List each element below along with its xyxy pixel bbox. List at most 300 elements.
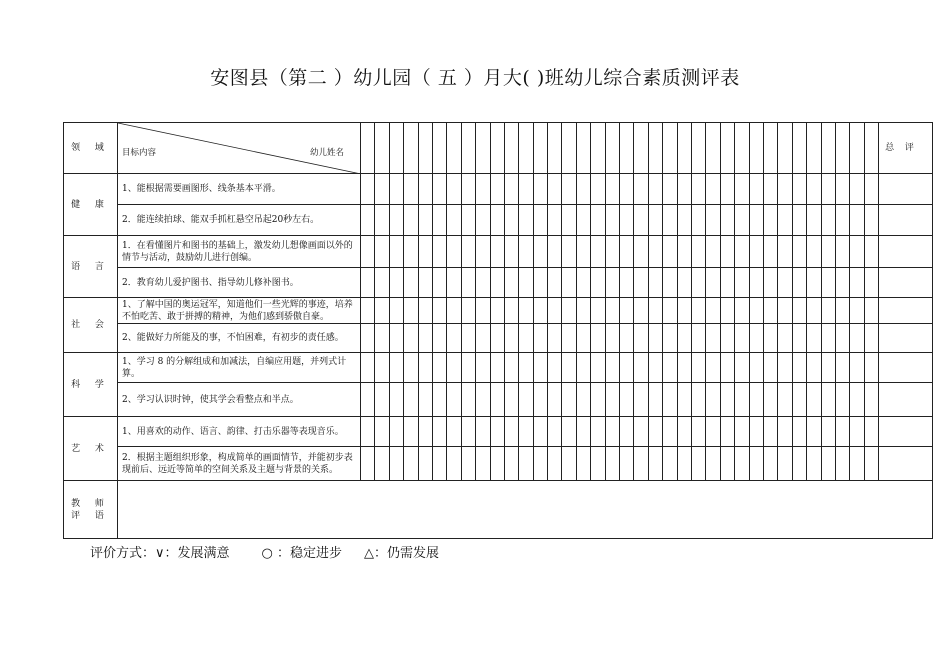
score-cell[interactable] — [677, 236, 691, 268]
score-cell[interactable] — [807, 298, 821, 324]
score-cell[interactable] — [620, 174, 634, 205]
score-cell[interactable] — [706, 324, 720, 353]
score-cell[interactable] — [763, 268, 777, 298]
score-cell[interactable] — [562, 324, 576, 353]
score-cell[interactable] — [375, 447, 389, 481]
score-cell[interactable] — [361, 383, 375, 417]
score-cell[interactable] — [562, 447, 576, 481]
score-cell[interactable] — [432, 383, 446, 417]
score-cell[interactable] — [389, 417, 403, 447]
score-cell[interactable] — [389, 324, 403, 353]
score-cell[interactable] — [778, 236, 792, 268]
score-cell[interactable] — [490, 236, 504, 268]
child-name-cell[interactable] — [864, 123, 878, 174]
score-cell[interactable] — [476, 417, 490, 447]
total-cell[interactable] — [879, 236, 933, 268]
score-cell[interactable] — [720, 447, 734, 481]
score-cell[interactable] — [648, 324, 662, 353]
child-name-cell[interactable] — [576, 123, 590, 174]
score-cell[interactable] — [677, 205, 691, 236]
score-cell[interactable] — [720, 324, 734, 353]
score-cell[interactable] — [864, 447, 878, 481]
score-cell[interactable] — [490, 417, 504, 447]
score-cell[interactable] — [591, 268, 605, 298]
score-cell[interactable] — [778, 298, 792, 324]
score-cell[interactable] — [447, 417, 461, 447]
score-cell[interactable] — [519, 205, 533, 236]
score-cell[interactable] — [792, 174, 806, 205]
score-cell[interactable] — [605, 174, 619, 205]
total-cell[interactable] — [879, 174, 933, 205]
total-cell[interactable] — [879, 353, 933, 383]
score-cell[interactable] — [720, 417, 734, 447]
score-cell[interactable] — [691, 447, 705, 481]
score-cell[interactable] — [576, 383, 590, 417]
score-cell[interactable] — [648, 268, 662, 298]
score-cell[interactable] — [519, 298, 533, 324]
child-name-cell[interactable] — [807, 123, 821, 174]
child-name-cell[interactable] — [476, 123, 490, 174]
score-cell[interactable] — [850, 205, 864, 236]
score-cell[interactable] — [792, 417, 806, 447]
score-cell[interactable] — [677, 298, 691, 324]
child-name-cell[interactable] — [418, 123, 432, 174]
score-cell[interactable] — [634, 383, 648, 417]
score-cell[interactable] — [691, 236, 705, 268]
score-cell[interactable] — [648, 353, 662, 383]
score-cell[interactable] — [677, 417, 691, 447]
score-cell[interactable] — [504, 205, 518, 236]
score-cell[interactable] — [533, 417, 547, 447]
score-cell[interactable] — [792, 383, 806, 417]
score-cell[interactable] — [533, 298, 547, 324]
score-cell[interactable] — [461, 268, 475, 298]
score-cell[interactable] — [605, 298, 619, 324]
score-cell[interactable] — [447, 268, 461, 298]
score-cell[interactable] — [620, 383, 634, 417]
score-cell[interactable] — [720, 268, 734, 298]
score-cell[interactable] — [763, 174, 777, 205]
score-cell[interactable] — [461, 447, 475, 481]
score-cell[interactable] — [389, 447, 403, 481]
score-cell[interactable] — [562, 236, 576, 268]
score-cell[interactable] — [519, 324, 533, 353]
score-cell[interactable] — [821, 268, 835, 298]
score-cell[interactable] — [605, 383, 619, 417]
child-name-cell[interactable] — [663, 123, 677, 174]
score-cell[interactable] — [735, 236, 749, 268]
score-cell[interactable] — [807, 236, 821, 268]
score-cell[interactable] — [720, 174, 734, 205]
score-cell[interactable] — [706, 236, 720, 268]
score-cell[interactable] — [620, 417, 634, 447]
score-cell[interactable] — [835, 236, 849, 268]
score-cell[interactable] — [648, 205, 662, 236]
score-cell[interactable] — [504, 174, 518, 205]
total-cell[interactable] — [879, 383, 933, 417]
score-cell[interactable] — [533, 205, 547, 236]
score-cell[interactable] — [576, 205, 590, 236]
score-cell[interactable] — [792, 447, 806, 481]
score-cell[interactable] — [821, 236, 835, 268]
score-cell[interactable] — [361, 298, 375, 324]
score-cell[interactable] — [476, 447, 490, 481]
score-cell[interactable] — [389, 383, 403, 417]
score-cell[interactable] — [792, 353, 806, 383]
score-cell[interactable] — [792, 205, 806, 236]
score-cell[interactable] — [735, 447, 749, 481]
score-cell[interactable] — [562, 417, 576, 447]
child-name-cell[interactable] — [706, 123, 720, 174]
score-cell[interactable] — [418, 298, 432, 324]
score-cell[interactable] — [375, 353, 389, 383]
score-cell[interactable] — [361, 324, 375, 353]
score-cell[interactable] — [620, 447, 634, 481]
score-cell[interactable] — [648, 417, 662, 447]
score-cell[interactable] — [548, 353, 562, 383]
score-cell[interactable] — [519, 383, 533, 417]
score-cell[interactable] — [663, 174, 677, 205]
score-cell[interactable] — [548, 417, 562, 447]
child-name-cell[interactable] — [389, 123, 403, 174]
score-cell[interactable] — [807, 417, 821, 447]
score-cell[interactable] — [778, 205, 792, 236]
score-cell[interactable] — [375, 268, 389, 298]
score-cell[interactable] — [447, 324, 461, 353]
score-cell[interactable] — [620, 353, 634, 383]
score-cell[interactable] — [778, 447, 792, 481]
score-cell[interactable] — [504, 353, 518, 383]
score-cell[interactable] — [548, 205, 562, 236]
score-cell[interactable] — [864, 417, 878, 447]
score-cell[interactable] — [677, 324, 691, 353]
score-cell[interactable] — [634, 174, 648, 205]
score-cell[interactable] — [850, 324, 864, 353]
score-cell[interactable] — [663, 324, 677, 353]
score-cell[interactable] — [735, 205, 749, 236]
score-cell[interactable] — [735, 383, 749, 417]
score-cell[interactable] — [850, 353, 864, 383]
score-cell[interactable] — [749, 447, 763, 481]
child-name-cell[interactable] — [361, 123, 375, 174]
score-cell[interactable] — [663, 298, 677, 324]
score-cell[interactable] — [735, 268, 749, 298]
score-cell[interactable] — [634, 205, 648, 236]
child-name-cell[interactable] — [519, 123, 533, 174]
score-cell[interactable] — [576, 236, 590, 268]
score-cell[interactable] — [749, 205, 763, 236]
score-cell[interactable] — [605, 236, 619, 268]
score-cell[interactable] — [375, 236, 389, 268]
score-cell[interactable] — [835, 174, 849, 205]
score-cell[interactable] — [576, 353, 590, 383]
score-cell[interactable] — [720, 353, 734, 383]
score-cell[interactable] — [476, 324, 490, 353]
score-cell[interactable] — [850, 417, 864, 447]
score-cell[interactable] — [821, 417, 835, 447]
score-cell[interactable] — [605, 447, 619, 481]
score-cell[interactable] — [634, 324, 648, 353]
score-cell[interactable] — [447, 353, 461, 383]
score-cell[interactable] — [375, 298, 389, 324]
score-cell[interactable] — [519, 174, 533, 205]
score-cell[interactable] — [749, 353, 763, 383]
score-cell[interactable] — [361, 447, 375, 481]
score-cell[interactable] — [504, 383, 518, 417]
score-cell[interactable] — [490, 298, 504, 324]
child-name-cell[interactable] — [504, 123, 518, 174]
score-cell[interactable] — [850, 298, 864, 324]
score-cell[interactable] — [519, 268, 533, 298]
score-cell[interactable] — [706, 447, 720, 481]
child-name-cell[interactable] — [792, 123, 806, 174]
total-cell[interactable] — [879, 205, 933, 236]
score-cell[interactable] — [461, 205, 475, 236]
total-cell[interactable] — [879, 268, 933, 298]
score-cell[interactable] — [648, 174, 662, 205]
score-cell[interactable] — [361, 417, 375, 447]
score-cell[interactable] — [591, 324, 605, 353]
score-cell[interactable] — [519, 447, 533, 481]
score-cell[interactable] — [476, 268, 490, 298]
score-cell[interactable] — [361, 268, 375, 298]
score-cell[interactable] — [763, 205, 777, 236]
score-cell[interactable] — [663, 268, 677, 298]
score-cell[interactable] — [591, 353, 605, 383]
score-cell[interactable] — [677, 268, 691, 298]
score-cell[interactable] — [663, 205, 677, 236]
score-cell[interactable] — [648, 298, 662, 324]
score-cell[interactable] — [519, 353, 533, 383]
score-cell[interactable] — [447, 205, 461, 236]
child-name-cell[interactable] — [821, 123, 835, 174]
score-cell[interactable] — [548, 268, 562, 298]
score-cell[interactable] — [404, 236, 418, 268]
score-cell[interactable] — [720, 236, 734, 268]
score-cell[interactable] — [648, 447, 662, 481]
score-cell[interactable] — [533, 236, 547, 268]
score-cell[interactable] — [432, 174, 446, 205]
score-cell[interactable] — [634, 353, 648, 383]
score-cell[interactable] — [591, 236, 605, 268]
score-cell[interactable] — [375, 383, 389, 417]
score-cell[interactable] — [504, 324, 518, 353]
score-cell[interactable] — [533, 324, 547, 353]
score-cell[interactable] — [432, 205, 446, 236]
score-cell[interactable] — [490, 324, 504, 353]
score-cell[interactable] — [864, 353, 878, 383]
score-cell[interactable] — [562, 383, 576, 417]
score-cell[interactable] — [691, 268, 705, 298]
score-cell[interactable] — [418, 353, 432, 383]
score-cell[interactable] — [389, 353, 403, 383]
score-cell[interactable] — [620, 324, 634, 353]
score-cell[interactable] — [634, 268, 648, 298]
score-cell[interactable] — [548, 324, 562, 353]
score-cell[interactable] — [821, 205, 835, 236]
score-cell[interactable] — [562, 298, 576, 324]
score-cell[interactable] — [490, 205, 504, 236]
score-cell[interactable] — [432, 353, 446, 383]
score-cell[interactable] — [835, 268, 849, 298]
teacher-comment-field[interactable] — [118, 481, 933, 539]
score-cell[interactable] — [735, 324, 749, 353]
score-cell[interactable] — [821, 324, 835, 353]
score-cell[interactable] — [361, 353, 375, 383]
score-cell[interactable] — [663, 383, 677, 417]
score-cell[interactable] — [807, 447, 821, 481]
score-cell[interactable] — [720, 298, 734, 324]
child-name-cell[interactable] — [548, 123, 562, 174]
child-name-cell[interactable] — [375, 123, 389, 174]
score-cell[interactable] — [576, 417, 590, 447]
score-cell[interactable] — [461, 324, 475, 353]
score-cell[interactable] — [504, 268, 518, 298]
score-cell[interactable] — [864, 298, 878, 324]
score-cell[interactable] — [749, 324, 763, 353]
score-cell[interactable] — [691, 383, 705, 417]
score-cell[interactable] — [720, 383, 734, 417]
score-cell[interactable] — [519, 417, 533, 447]
score-cell[interactable] — [648, 236, 662, 268]
child-name-cell[interactable] — [447, 123, 461, 174]
score-cell[interactable] — [864, 205, 878, 236]
total-cell[interactable] — [879, 447, 933, 481]
score-cell[interactable] — [404, 205, 418, 236]
score-cell[interactable] — [476, 236, 490, 268]
child-name-cell[interactable] — [648, 123, 662, 174]
score-cell[interactable] — [691, 205, 705, 236]
child-name-cell[interactable] — [763, 123, 777, 174]
score-cell[interactable] — [548, 298, 562, 324]
score-cell[interactable] — [591, 417, 605, 447]
child-name-cell[interactable] — [404, 123, 418, 174]
score-cell[interactable] — [591, 383, 605, 417]
child-name-cell[interactable] — [735, 123, 749, 174]
score-cell[interactable] — [735, 298, 749, 324]
score-cell[interactable] — [735, 353, 749, 383]
score-cell[interactable] — [706, 298, 720, 324]
score-cell[interactable] — [418, 447, 432, 481]
score-cell[interactable] — [763, 236, 777, 268]
score-cell[interactable] — [504, 447, 518, 481]
score-cell[interactable] — [476, 205, 490, 236]
score-cell[interactable] — [533, 383, 547, 417]
score-cell[interactable] — [850, 236, 864, 268]
score-cell[interactable] — [706, 417, 720, 447]
score-cell[interactable] — [835, 447, 849, 481]
child-name-cell[interactable] — [850, 123, 864, 174]
score-cell[interactable] — [749, 174, 763, 205]
score-cell[interactable] — [691, 417, 705, 447]
score-cell[interactable] — [821, 383, 835, 417]
score-cell[interactable] — [418, 205, 432, 236]
score-cell[interactable] — [461, 353, 475, 383]
score-cell[interactable] — [835, 205, 849, 236]
score-cell[interactable] — [576, 298, 590, 324]
score-cell[interactable] — [864, 236, 878, 268]
child-name-cell[interactable] — [620, 123, 634, 174]
score-cell[interactable] — [418, 268, 432, 298]
score-cell[interactable] — [504, 417, 518, 447]
score-cell[interactable] — [389, 298, 403, 324]
score-cell[interactable] — [792, 324, 806, 353]
score-cell[interactable] — [850, 447, 864, 481]
score-cell[interactable] — [807, 205, 821, 236]
score-cell[interactable] — [807, 268, 821, 298]
score-cell[interactable] — [533, 174, 547, 205]
score-cell[interactable] — [749, 236, 763, 268]
score-cell[interactable] — [461, 383, 475, 417]
score-cell[interactable] — [361, 205, 375, 236]
child-name-cell[interactable] — [461, 123, 475, 174]
score-cell[interactable] — [447, 236, 461, 268]
score-cell[interactable] — [504, 236, 518, 268]
score-cell[interactable] — [476, 174, 490, 205]
score-cell[interactable] — [778, 324, 792, 353]
score-cell[interactable] — [677, 383, 691, 417]
score-cell[interactable] — [706, 268, 720, 298]
score-cell[interactable] — [404, 174, 418, 205]
score-cell[interactable] — [706, 205, 720, 236]
score-cell[interactable] — [778, 174, 792, 205]
score-cell[interactable] — [648, 383, 662, 417]
score-cell[interactable] — [404, 417, 418, 447]
child-name-cell[interactable] — [432, 123, 446, 174]
score-cell[interactable] — [404, 298, 418, 324]
score-cell[interactable] — [548, 447, 562, 481]
child-name-cell[interactable] — [591, 123, 605, 174]
score-cell[interactable] — [361, 174, 375, 205]
score-cell[interactable] — [533, 447, 547, 481]
score-cell[interactable] — [490, 268, 504, 298]
score-cell[interactable] — [519, 236, 533, 268]
score-cell[interactable] — [432, 298, 446, 324]
score-cell[interactable] — [706, 383, 720, 417]
child-name-cell[interactable] — [691, 123, 705, 174]
child-name-cell[interactable] — [749, 123, 763, 174]
score-cell[interactable] — [461, 236, 475, 268]
score-cell[interactable] — [663, 447, 677, 481]
score-cell[interactable] — [605, 324, 619, 353]
score-cell[interactable] — [706, 174, 720, 205]
score-cell[interactable] — [591, 205, 605, 236]
score-cell[interactable] — [835, 417, 849, 447]
score-cell[interactable] — [792, 236, 806, 268]
score-cell[interactable] — [476, 298, 490, 324]
score-cell[interactable] — [835, 324, 849, 353]
score-cell[interactable] — [763, 298, 777, 324]
score-cell[interactable] — [763, 353, 777, 383]
score-cell[interactable] — [821, 447, 835, 481]
child-name-cell[interactable] — [720, 123, 734, 174]
score-cell[interactable] — [634, 236, 648, 268]
score-cell[interactable] — [548, 236, 562, 268]
score-cell[interactable] — [432, 268, 446, 298]
score-cell[interactable] — [792, 268, 806, 298]
score-cell[interactable] — [361, 236, 375, 268]
score-cell[interactable] — [404, 383, 418, 417]
score-cell[interactable] — [807, 353, 821, 383]
score-cell[interactable] — [620, 236, 634, 268]
score-cell[interactable] — [432, 447, 446, 481]
score-cell[interactable] — [432, 236, 446, 268]
score-cell[interactable] — [432, 417, 446, 447]
score-cell[interactable] — [835, 298, 849, 324]
score-cell[interactable] — [562, 205, 576, 236]
score-cell[interactable] — [763, 324, 777, 353]
score-cell[interactable] — [476, 353, 490, 383]
